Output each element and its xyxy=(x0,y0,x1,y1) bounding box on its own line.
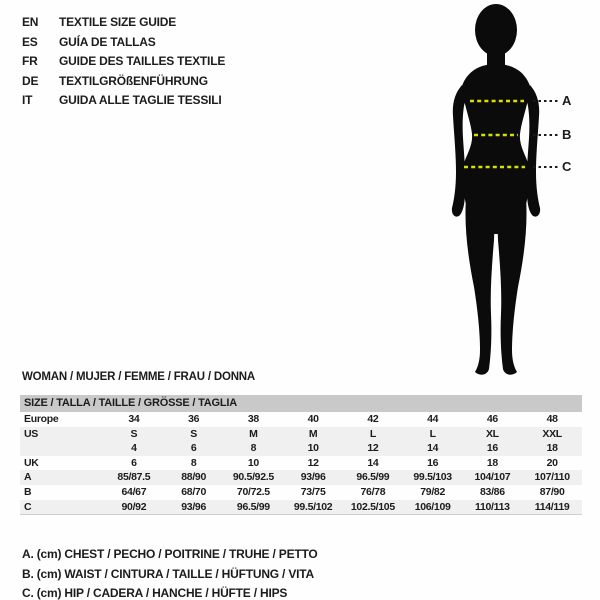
row-label: Europe xyxy=(24,413,59,425)
size-cell: 114/119 xyxy=(534,500,570,513)
size-cell: 107/110 xyxy=(534,471,570,484)
woman-figure xyxy=(420,2,590,380)
size-cell: 48 xyxy=(546,413,558,425)
size-cell: 87/90 xyxy=(539,485,565,498)
size-cell: 106/109 xyxy=(414,500,451,513)
size-cell: 96.5/99 xyxy=(236,500,270,513)
size-cell: 79/82 xyxy=(420,485,446,498)
legend-line: C. (cm) HIP / CADERA / HANCHE / HÜFTE / HIPS xyxy=(22,586,288,600)
language-code: ES xyxy=(22,34,38,49)
size-table xyxy=(20,395,582,515)
table-row xyxy=(20,427,582,442)
language-row xyxy=(22,13,225,33)
marker-label-b: B xyxy=(562,127,572,142)
size-cell: 18 xyxy=(486,456,498,469)
size-cell: 93/96 xyxy=(181,500,207,513)
size-cell: 110/113 xyxy=(475,500,510,513)
size-cell: XL xyxy=(485,427,499,440)
table-row xyxy=(20,412,582,427)
language-row xyxy=(22,33,225,53)
size-cell: 10 xyxy=(247,456,259,469)
size-cell: 12 xyxy=(307,456,319,469)
language-row xyxy=(22,91,225,111)
size-cell: 90.5/92.5 xyxy=(232,471,274,484)
size-cell: 73/75 xyxy=(300,485,326,498)
size-cell: 16 xyxy=(486,442,498,455)
size-cell: 68/70 xyxy=(181,485,207,498)
size-cell: 102.5/105 xyxy=(350,500,395,513)
row-label: A xyxy=(24,471,32,484)
marker-label-a: A xyxy=(562,93,572,108)
size-cell: 10 xyxy=(307,442,319,455)
size-cell: 18 xyxy=(546,442,558,455)
size-cell: L xyxy=(369,427,376,440)
size-cell: XXL xyxy=(542,427,562,440)
size-cell: 16 xyxy=(427,456,439,469)
language-title: TEXTILGRÖßENFÜHRUNG xyxy=(59,73,208,88)
table-row xyxy=(20,470,582,485)
woman-silhouette xyxy=(420,2,590,380)
language-title: TEXTILE SIZE GUIDE xyxy=(59,15,177,29)
size-cell: S xyxy=(190,427,197,440)
table-row xyxy=(20,441,582,456)
size-cell: S xyxy=(130,427,138,440)
row-label: C xyxy=(24,500,32,513)
size-cell: 34 xyxy=(128,413,140,425)
language-code: DE xyxy=(22,73,39,88)
size-cell: 6 xyxy=(190,442,197,455)
size-cell: 90/92 xyxy=(121,500,147,513)
legend-line: A. (cm) CHEST / PECHO / POITRINE / TRUHE / PETTO xyxy=(22,547,318,561)
language-row xyxy=(22,72,225,92)
size-cell: 8 xyxy=(190,456,197,469)
size-cell: 99.5/103 xyxy=(413,471,452,484)
row-label: US xyxy=(24,427,38,440)
size-cell: 14 xyxy=(427,442,439,455)
measurement-legend xyxy=(22,545,318,600)
size-cell: 76/78 xyxy=(360,485,386,498)
size-cell: 6 xyxy=(131,456,137,469)
size-cell: 83/86 xyxy=(479,485,505,498)
table-row xyxy=(20,485,582,500)
row-label xyxy=(20,441,104,456)
size-cell: 44 xyxy=(427,413,439,425)
size-cell: M xyxy=(249,427,258,440)
size-cell: 96.5/99 xyxy=(356,471,390,484)
row-label: B xyxy=(24,485,32,498)
size-cell: 14 xyxy=(367,456,379,469)
size-cell: 85/87.5 xyxy=(117,471,151,484)
size-cell: M xyxy=(308,427,318,440)
table-row xyxy=(20,456,582,471)
size-cell: 46 xyxy=(486,413,498,425)
language-title: GUÍA DE TALLAS xyxy=(59,34,156,49)
size-cell: 4 xyxy=(131,442,137,455)
language-code: EN xyxy=(22,15,39,29)
section-title: WOMAN / MUJER / FEMME / FRAU / DONNA xyxy=(22,371,256,383)
table-header: SIZE / TALLA / TAILLE / GRÖSSE / TAGLIA xyxy=(20,395,582,412)
size-cell: 93/96 xyxy=(300,471,326,484)
size-cell: 12 xyxy=(367,442,379,455)
language-code: FR xyxy=(22,54,38,68)
language-row xyxy=(22,52,225,72)
marker-label-c: C xyxy=(562,159,572,174)
table-body xyxy=(20,412,582,515)
size-cell: 40 xyxy=(307,413,319,425)
size-cell: 42 xyxy=(367,413,379,425)
silhouette-shapes xyxy=(452,4,540,375)
language-title: GUIDE DES TAILLES TEXTILE xyxy=(59,54,226,68)
language-title: GUIDA ALLE TAGLIE TESSILI xyxy=(59,93,222,107)
size-cell: 104/107 xyxy=(474,471,511,484)
language-code: IT xyxy=(22,93,33,107)
size-cell: 99.5/102 xyxy=(293,500,333,513)
size-cell: L xyxy=(429,427,436,440)
size-cell: 64/67 xyxy=(121,485,147,498)
size-cell: 88/90 xyxy=(181,471,207,484)
table-row xyxy=(20,500,582,516)
size-cell: 36 xyxy=(188,413,200,425)
size-cell: 70/72.5 xyxy=(236,485,270,498)
size-cell: 8 xyxy=(250,442,257,455)
row-label: UK xyxy=(24,456,39,469)
size-cell: 20 xyxy=(546,456,558,469)
size-cell: 38 xyxy=(247,413,259,425)
legend-line: B. (cm) WAIST / CINTURA / TAILLE / HÜFTUNG / VITA xyxy=(22,566,314,581)
language-title-block xyxy=(22,13,225,111)
